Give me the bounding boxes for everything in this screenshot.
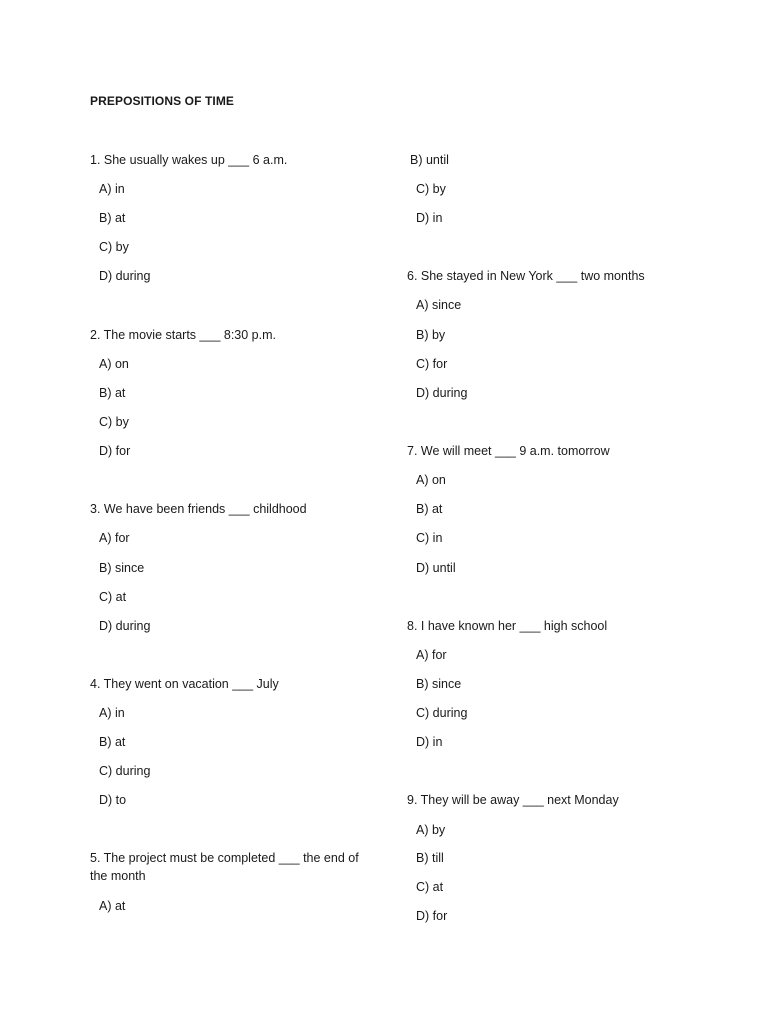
question-9-option-d: D) for: [416, 909, 448, 923]
question-4-option-a: A) in: [99, 706, 125, 720]
question-5-option-b: B) until: [410, 153, 449, 167]
question-3-option-b: B) since: [99, 561, 145, 575]
question-9-prompt: 9. They will be away ___ next Monday: [407, 793, 619, 807]
question-2-prompt: 2. The movie starts ___ 8:30 p.m.: [90, 328, 276, 342]
page-title: PREPOSITIONS OF TIME: [90, 94, 235, 108]
question-1-option-d: D) during: [99, 269, 151, 283]
question-1-option-b: B) at: [99, 211, 126, 225]
question-3-option-c: C) at: [99, 590, 127, 604]
question-2-option-b: B) at: [99, 386, 126, 400]
question-3-option-d: D) during: [99, 619, 151, 633]
question-5-prompt: 5. The project must be completed ___ the end of the month: [90, 851, 359, 883]
question-6-option-d: D) during: [416, 386, 468, 400]
question-5-option-c: C) by: [416, 182, 446, 196]
question-6-option-b: B) by: [416, 328, 446, 342]
question-2-option-a: A) on: [99, 357, 129, 371]
question-7-option-b: B) at: [416, 502, 443, 516]
question-4-prompt: 4. They went on vacation ___ July: [90, 677, 279, 691]
question-7-option-d: D) until: [416, 561, 456, 575]
question-8-option-a: A) for: [416, 648, 447, 662]
question-9-option-a: A) by: [416, 823, 446, 837]
question-9-option-c: C) at: [416, 880, 444, 894]
question-2-option-c: C) by: [99, 415, 129, 429]
question-6-prompt: 6. She stayed in New York ___ two months: [407, 269, 645, 283]
question-7-prompt: 7. We will meet ___ 9 a.m. tomorrow: [407, 444, 610, 458]
question-7-option-a: A) on: [416, 473, 446, 487]
question-8-option-b: B) since: [416, 677, 462, 691]
question-5-option-a: A) at: [99, 899, 126, 913]
question-2-option-d: D) for: [99, 444, 131, 458]
question-1-option-c: C) by: [99, 240, 129, 254]
question-6-option-c: C) for: [416, 357, 448, 371]
question-3-option-a: A) for: [99, 531, 130, 545]
question-8-prompt: 8. I have known her ___ high school: [407, 619, 608, 633]
question-1-option-a: A) in: [99, 182, 125, 196]
question-7-option-c: C) in: [416, 531, 443, 545]
question-9-option-b: B) till: [416, 851, 444, 865]
question-5-option-d: D) in: [416, 211, 443, 225]
question-6-option-a: A) since: [416, 298, 462, 312]
question-4-option-c: C) during: [99, 764, 151, 778]
question-1-prompt: 1. She usually wakes up ___ 6 a.m.: [90, 153, 288, 167]
question-8-option-d: D) in: [416, 735, 443, 749]
question-3-prompt: 3. We have been friends ___ childhood: [90, 502, 307, 516]
question-8-option-c: C) during: [416, 706, 468, 720]
question-4-option-d: D) to: [99, 793, 127, 807]
question-4-option-b: B) at: [99, 735, 126, 749]
